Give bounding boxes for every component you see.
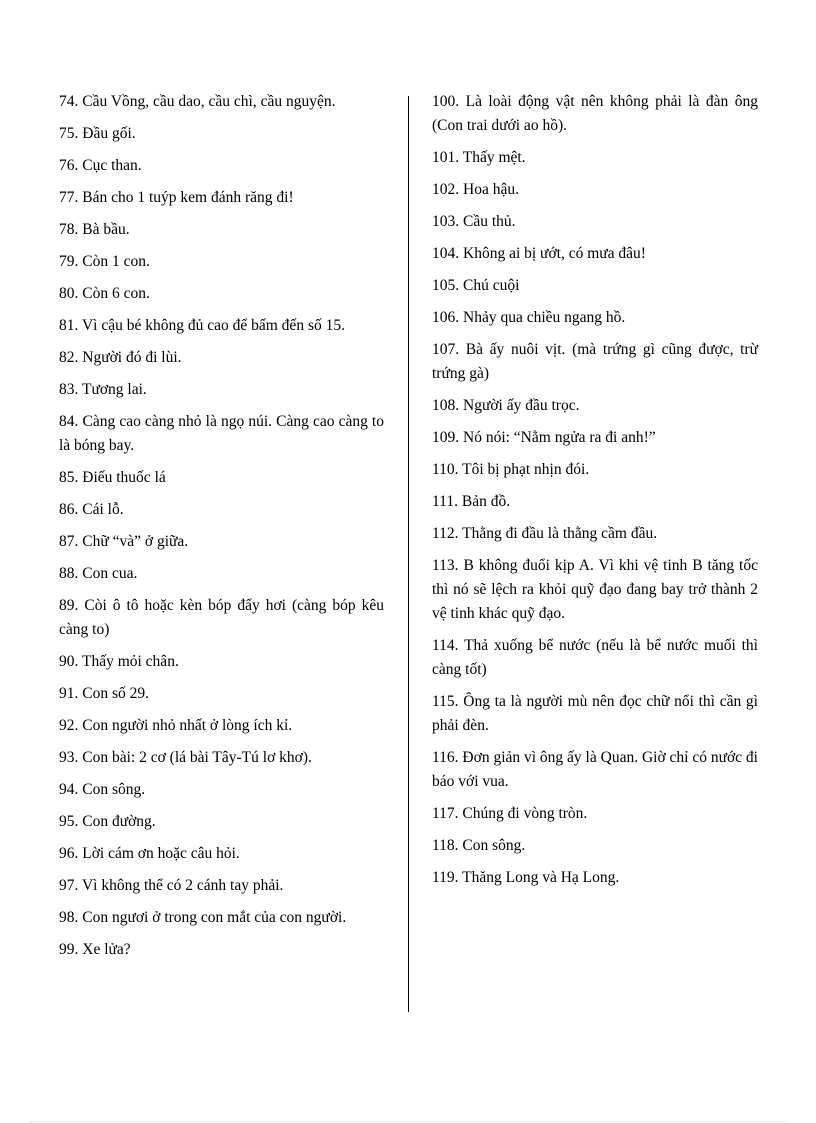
answer-item: 76. Cục than.	[59, 157, 142, 174]
answer-item: 77. Bán cho 1 tuýp kem đánh răng đi!	[59, 189, 294, 206]
answer-item: 81. Vì cậu bé không đủ cao để bấm đến số 15.	[59, 317, 345, 334]
answer-item: 80. Còn 6 con.	[59, 285, 150, 302]
answer-item: 95. Con đường.	[59, 813, 156, 830]
answer-item: 88. Con cua.	[59, 565, 138, 582]
answer-item: 103. Cầu thủ.	[432, 213, 516, 230]
answer-item: 94. Con sông.	[59, 781, 146, 798]
answer-item: 83. Tương lai.	[59, 381, 147, 398]
answer-item: 119. Thăng Long và Hạ Long.	[432, 869, 620, 886]
answer-item: 92. Con người nhỏ nhất ở lòng ích kỉ.	[59, 717, 293, 734]
answer-item: 110. Tôi bị phạt nhịn đói.	[432, 461, 590, 478]
answer-item: 114. Thả xuống bể nước (nếu là bể nước muối thì càng tốt)	[432, 637, 758, 678]
answer-item: 109. Nó nói: “Nằm ngửa ra đi anh!”	[432, 429, 656, 446]
answer-item: 78. Bà bầu.	[59, 221, 130, 238]
answer-item: 87. Chữ “và” ở giữa.	[59, 533, 189, 550]
answer-item: 90. Thấy mỏi chân.	[59, 653, 179, 670]
answer-item: 111. Bản đồ.	[432, 493, 511, 510]
answer-item: 101. Thấy mệt.	[432, 149, 526, 166]
answer-item: 113. B không đuổi kịp A. Vì khi vệ tinh B tăng tốc thì nó sẽ lệch ra khỏi quỹ đạo đang bay trở thành 2 vệ tinh khác quỹ đạo.	[432, 557, 758, 622]
answer-item: 102. Hoa hậu.	[432, 181, 519, 198]
column-divider	[408, 96, 409, 1012]
answer-item: 117. Chúng đi vòng tròn.	[432, 805, 588, 822]
left-answer-column	[59, 90, 384, 970]
answer-item: 93. Con bài: 2 cơ (lá bài Tây-Tú lơ khơ).	[59, 749, 312, 766]
answer-item: 85. Điếu thuốc lá	[59, 469, 166, 486]
answer-item: 99. Xe lửa?	[59, 941, 131, 958]
answer-item: 96. Lời cám ơn hoặc câu hỏi.	[59, 845, 240, 862]
answer-item: 115. Ông ta là người mù nên đọc chữ nổi thì cần gì phải đèn.	[432, 693, 758, 734]
answer-item: 86. Cái lỗ.	[59, 501, 124, 518]
answer-item: 116. Đơn giản vì ông ấy là Quan. Giờ chỉ có nước đi báo với vua.	[432, 749, 758, 790]
right-answer-column	[432, 90, 758, 898]
answer-item: 107. Bà ấy nuôi vịt. (mà trứng gì cũng được, trừ trứng gà)	[432, 341, 758, 382]
answer-item: 89. Còi ô tô hoặc kèn bóp đẩy hơi (càng bóp kêu càng to)	[59, 597, 384, 638]
answer-item: 84. Càng cao càng nhỏ là ngọ núi. Càng cao càng to là bóng bay.	[59, 413, 384, 454]
answer-item: 82. Người đó đi lùi.	[59, 349, 182, 366]
answer-item: 74. Cầu Vồng, cầu dao, cầu chì, cầu nguyện.	[59, 93, 336, 110]
answer-item: 118. Con sông.	[432, 837, 526, 854]
answer-item: 112. Thằng đi đầu là thằng cầm đầu.	[432, 525, 658, 542]
answer-item: 97. Vì không thể có 2 cánh tay phải.	[59, 877, 284, 894]
answer-item: 75. Đầu gối.	[59, 125, 136, 142]
answer-item: 98. Con ngươi ở trong con mắt của con người.	[59, 909, 347, 926]
answer-item: 100. Là loài động vật nên không phải là đàn ông (Con trai dưới ao hồ).	[432, 93, 758, 134]
answer-item: 105. Chú cuội	[432, 277, 520, 294]
answer-item: 108. Người ấy đầu trọc.	[432, 397, 580, 414]
answer-item: 106. Nhảy qua chiều ngang hồ.	[432, 309, 626, 326]
answer-item: 91. Con số 29.	[59, 685, 149, 702]
answer-item: 79. Còn 1 con.	[59, 253, 150, 270]
answer-item: 104. Không ai bị ướt, có mưa đâu!	[432, 245, 646, 262]
page-bottom-edge	[30, 1121, 786, 1122]
